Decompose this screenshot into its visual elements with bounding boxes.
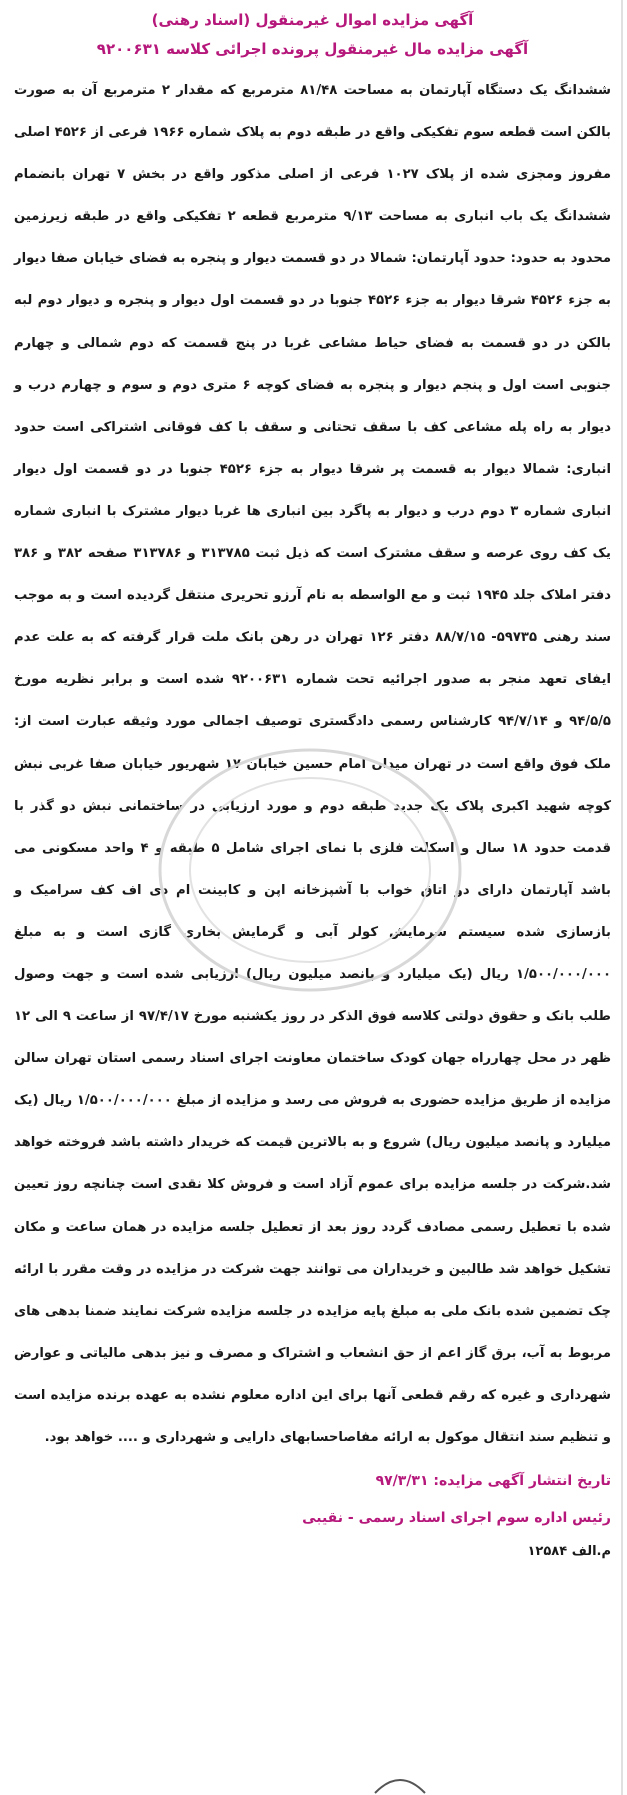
publish-date: تاریخ انتشار آگهی مزایده: ۹۷/۳/۳۱ (375, 1473, 611, 1490)
decorative-mark (370, 1765, 430, 1795)
notice-title: آگهی مزایده اموال غیرمنقول (اسناد رهنی) (151, 11, 474, 29)
signer-line: رئیس اداره سوم اجرای اسناد رسمی - نقیبی (302, 1510, 611, 1527)
page-edge (621, 0, 623, 1795)
notice-subtitle: آگهی مزایده مال غیرمنقول پرونده اجرائی کلاسه ۹۲۰۰۶۳۱ (96, 40, 529, 58)
notice-body: ششدانگ یک دستگاه آپارتمان به مساحت ۸۱/۴۸ مترمربع که مقدار ۲ مترمربع آن به صورت بالکن است قطعه سوم تفکیکی واقع در طبقه دوم به پلاک شماره ۱۹۶۶ فرعی از ۴۵۲۶ اصلی مفروز ومجزی شده از پلاک ۱۰۲۷ فرعی از اصلی مذکور واقع در بخش ۷ تهران بانضمام ششدانگ یک باب انباری به مساحت ۹/۱۳ مترمربع قطعه ۲ تفکیکی واقع در طبقه زیرزمین محدود به حدود: حدود آپارتمان: شمالا در دو قسمت دیوار و پنجره به فضای خیابان صفا دیوار به جزء ۴۵۲۶ شرقا دیوار به جزء ۴۵۲۶ جنوبا در دو قسمت اول دیوار و پنجره و دیوار دوم لبه بالکن در دو قسمت به فضای حیاط مشاعی غربا در پنج قسمت که دوم شمالی و چهارم جنوبی است اول و پنجم دیوار و پنجره به فضای کوچه ۶ متری دوم و سوم و چهارم درب و دیوار به راه پله مشاعی کف با سقف تحتانی و سقف با کف فوقانی اشتراکی است حدود انباری: شمالا دیوار به قسمت پر شرقا دیوار به جزء ۴۵۲۶ جنوبا در دو قسمت اول دیوار انباری شماره ۳ دوم درب و دیوار به پاگرد بین انباری ها غربا دیوار مشترک با انباری شماره یک کف روی عرصه و سقف مشترک است که ذیل ثبت ۳۱۳۷۸۵ و ۳۱۳۷۸۶ صفحه ۳۸۲ و ۳۸۶ دفتر املاک جلد ۱۹۴۵ ثبت و مع الواسطه به نام آرزو تحریری منتقل گردیده است و به موجب سند رهنی ۵۹۷۳۵- ۸۸/۷/۱۵ دفتر ۱۲۶ تهران در رهن بانک ملت قرار گرفته که به علت عدم ایفای تعهد منجر به صدور اجرائیه تحت شماره ۹۲۰۰۶۳۱ شده است و برابر نظریه مورخ ۹۴/۵/۵ و ۹۴/۷/۱۴ کارشناس رسمی دادگستری توصیف اجمالی مورد وثیقه عبارت است از: ملک فوق واقع است در تهران میدان امام حسین خیابان ۱۷ شهریور خیابان صفا غربی نبش کوچه شهید اکبری پلاک یک جدید طبقه دوم و مورد ارزیابی در ساختمانی نبش دو گذر با قدمت حدود ۱۸ سال و اسکلت فلزی با نمای اجرای شامل ۵ طبقه و ۴ واحد مسکونی می باشد آپارتمان دارای دو اتاق خواب با آشپزخانه اپن و کابینت ام دی اف کف سرامیک و بازسازی شده سیستم سرمایش کولر آبی و گرمایش بخاری گازی است و به مبلغ ۱/۵۰۰/۰۰۰/۰۰۰ ریال (یک میلیارد و پانصد میلیون ریال) ارزیابی شده است و جهت وصول طلب بانک و حقوق دولتی کلاسه فوق الذکر در روز یکشنبه مورخ ۹۷/۴/۱۷ از ساعت ۹ الی ۱۲ ظهر در محل چهارراه جهان کودک ساختمان معاونت اجرای اسناد رسمی استان تهران سالن مزایده از طریق مزایده حضوری به فروش می رسد و مزایده از مبلغ ۱/۵۰۰/۰۰۰/۰۰۰ ریال (یک میلیارد و پانصد میلیون ریال) شروع و به بالاترین قیمت که خریدار داشته باشد فروخته خواهد شد.شرکت در جلسه مزایده برای عموم آزاد است و فروش کلا نقدی است چنانچه روز تعیین شده با تعطیل رسمی مصادف گردد روز بعد از تعطیل جلسه مزایده در همان ساعت و مکان تشکیل خواهد شد طالبین و خریداران می توانند جهت شرکت در مزایده در وقت مقرر با ارائه چک تضمین شده بانک ملی به مبلغ پایه مزایده در جلسه مزایده شرکت نمایند ضمنا بدهی های مربوط به آب، برق گاز اعم از حق انشعاب و اشتراک و مصرف و نیز بدهی مالیاتی و عوارض شهرداری و غیره که رقم قطعی آنها برای این اداره معلوم نشده به عهده برنده مزایده است و تنظیم سند انتقال موکول به ارائه مفاصاحسابهای دارایی و شهرداری و .... خواهد بود. (14, 83, 612, 1445)
reference-code: م.الف ۱۲۵۸۴ (527, 1544, 611, 1560)
